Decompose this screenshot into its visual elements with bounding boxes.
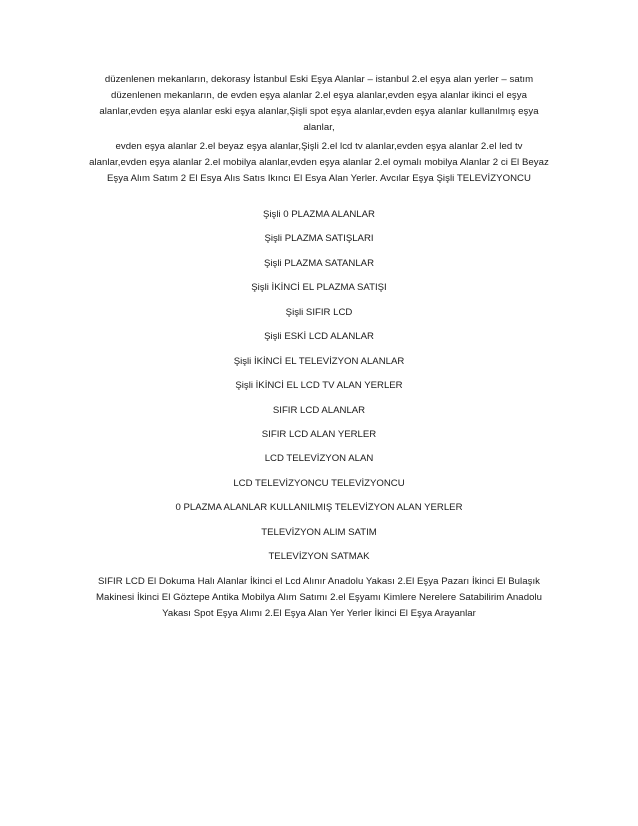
list-item: Şişli 0 PLAZMA ALANLAR: [263, 209, 375, 220]
list-item: TELEVİZYON SATMAK: [268, 551, 370, 563]
list-item: LCD TELEVİZYONCU TELEVİZYONCU: [233, 477, 405, 489]
list-item: Şişli PLAZMA SATANLAR: [264, 257, 374, 269]
list-item: Şişli PLAZMA SATIŞLARI: [264, 233, 374, 245]
centered-line-list: [0, 208, 638, 575]
list-item: Şişli ESKİ LCD ALANLAR: [264, 331, 374, 343]
intro-paragraph: düzenlenen mekanların, dekorasy İstanbul Eski Eşya Alanlar – istanbul 2.el eşya alan yerler – satım düzenlenen mekanların, de evden eşya alanlar 2.el eşya alanlar,evden eşya alanlar ikinci el eşya alanlar,evden eşya alanlar eski eşya alanlar,Şişli spot eşya alanlar,evden eşya alanlar kullanılmış eşya alanlar,: [99, 74, 539, 133]
list-item: Şişli İKİNCİ EL PLAZMA SATIŞI: [251, 282, 387, 294]
list-item: 0 PLAZMA ALANLAR KULLANILMIŞ TELEVİZYON ALAN YERLER: [175, 502, 463, 514]
list-item: LCD TELEVİZYON ALAN: [264, 453, 374, 465]
second-paragraph: evden eşya alanlar 2.el beyaz eşya alanlar,Şişli 2.el lcd tv alanlar,evden eşya alanlar 2.el led tv alanlar,evden eşya alanlar 2.el mobilya alanlar,evden eşya alanlar 2.el oymalı mobilya Alanlar 2 ci El Beyaz Eşya Alım Satım 2 El Esya Alıs Satıs Ikıncı El Esya Alan Yerler. Avcılar Eşya Şişli TELEVİZYONCU: [89, 141, 549, 184]
list-item: SIFIR LCD ALAN YERLER: [261, 428, 377, 440]
list-item: SIFIR LCD ALANLAR: [272, 404, 366, 416]
list-item: Şişli SIFIR LCD: [285, 306, 353, 318]
list-item: Şişli İKİNCİ EL LCD TV ALAN YERLER: [235, 380, 403, 392]
closing-paragraph: SIFIR LCD El Dokuma Halı Alanlar İkinci el Lcd Alınır Anadolu Yakası 2.El Eşya Pazarı İkinci El Bulaşık Makinesi İkinci El Göztepe Antika Mobilya Alım Satımı 2.el Eşyamı Kimlere Nerelere Satabilirim Anadolu Yakası Spot Eşya Alımı 2.El Eşya Alan Yer Yerler İkinci El Eşya Arayanlar: [95, 576, 543, 619]
list-item: TELEVİZYON ALIM SATIM: [261, 526, 377, 538]
list-item: Şişli İKİNCİ EL TELEVİZYON ALANLAR: [233, 355, 405, 367]
